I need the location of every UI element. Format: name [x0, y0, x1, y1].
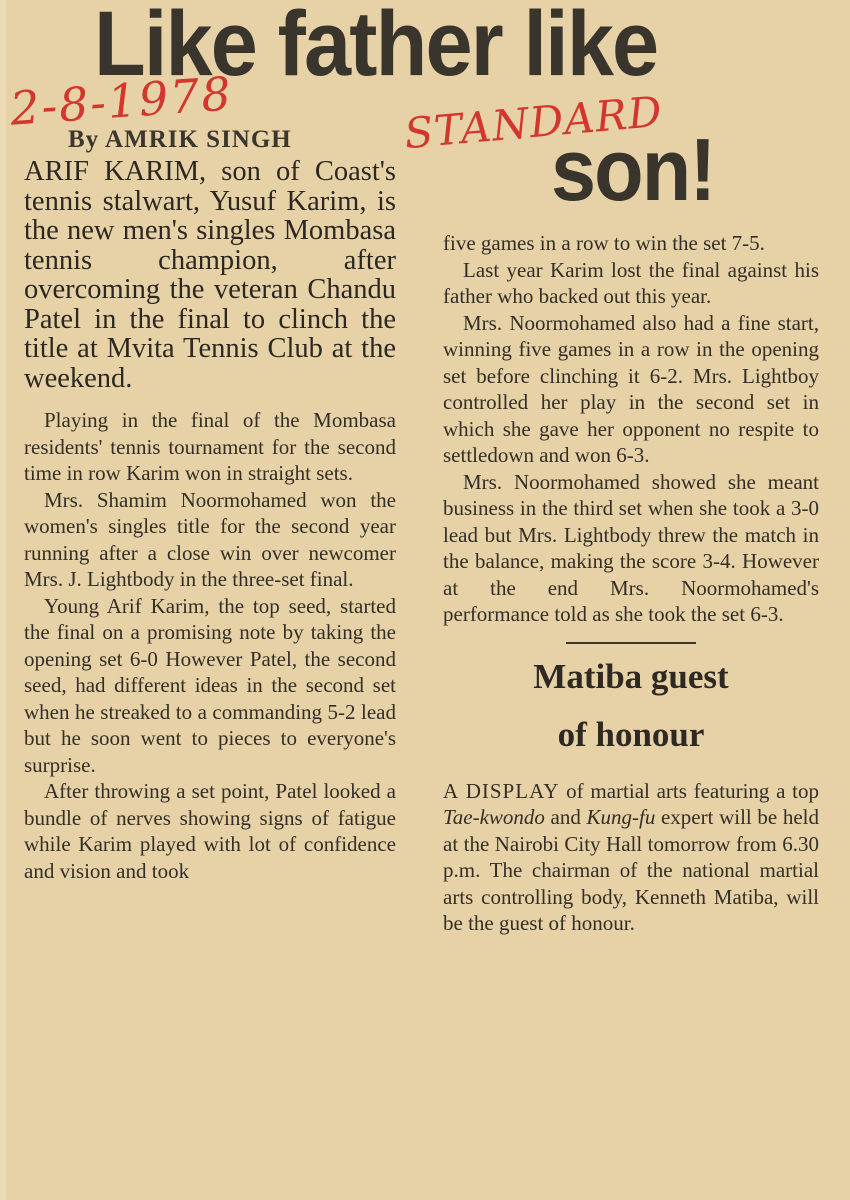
second-story-text: expert will be held at the Nairobi City Hall tomorrow from 6.30 p.m. The chairman of the national martial arts controlling body, Kenneth Matiba, will be the guest of honour. — [443, 805, 819, 935]
headline-line-2: son! — [551, 120, 715, 219]
second-story-headline-line-2: of honour — [557, 714, 705, 754]
article-paragraph: Mrs. Noormohamed also had a fine start, winning five games in a row in the opening set before clinching it 6-2. Mrs. Lightboy controlled her play in the second set in which she gave her opponent no respite to settledown and won 6-3. — [443, 310, 819, 467]
article-column-left — [24, 157, 396, 884]
handwritten-paper-name: STANDARD — [402, 86, 665, 159]
headline-line-1: Like father like — [94, 0, 658, 95]
second-story-text: and — [544, 805, 587, 829]
section-divider — [566, 642, 696, 644]
second-story-italic-term: Tae-kwondo — [443, 805, 545, 829]
article-paragraph: five games in a row to win the set 7-5. — [443, 231, 765, 255]
article-paragraph: Mrs. Noormohamed showed she meant business in the third set when she took a 3-0 lead but Mrs. Lightbody threw the match in the balance, making the score 3-4. However at the end Mrs. Noormohamed's performance told as she took the set 6-3. — [443, 469, 819, 626]
article-paragraph: Mrs. Shamim Noormohamed won the women's singles title for the second year running after a close win over newcomer Mrs. J. Lightbody in the three-set final. — [24, 487, 396, 591]
handwritten-date: 2-8-1978 — [8, 66, 235, 136]
article-paragraph: Last year Karim lost the final against his father who backed out this year. — [443, 257, 819, 308]
article-paragraph: After throwing a set point, Patel looked a bundle of nerves showing signs of fatigue while Karim played with lot of confidence and vision and took — [24, 779, 396, 883]
article-column-right — [443, 230, 819, 937]
second-story-lead-caps: A DISPLAY — [443, 778, 560, 803]
article-paragraph: Playing in the final of the Mombasa residents' tennis tournament for the second time in row Karim won in straight sets. — [24, 408, 396, 485]
byline: By AMRIK SINGH — [68, 126, 292, 153]
second-story-italic-term: Kung-fu — [586, 805, 656, 829]
lead-paragraph: ARIF KARIM, son of Coast's tennis stalwart, Yusuf Karim, is the new men's singles Mombasa tennis champion, after overcoming the veteran Chandu Patel in the final to clinch the title at Mvita Tennis Club at the weekend. — [24, 156, 396, 394]
article-paragraph: Young Arif Karim, the top seed, started the final on a promising note by taking the opening set 6-0 However Patel, the second seed, had different ideas in the second set when he streaked to a commanding 5-2 lead but he soon went to pieces to everyone's surprise. — [24, 593, 396, 777]
second-story-paragraph — [443, 778, 819, 937]
second-story-text: of martial arts featuring a top — [559, 778, 819, 803]
second-story-headline-line-1: Matiba guest — [533, 656, 729, 696]
